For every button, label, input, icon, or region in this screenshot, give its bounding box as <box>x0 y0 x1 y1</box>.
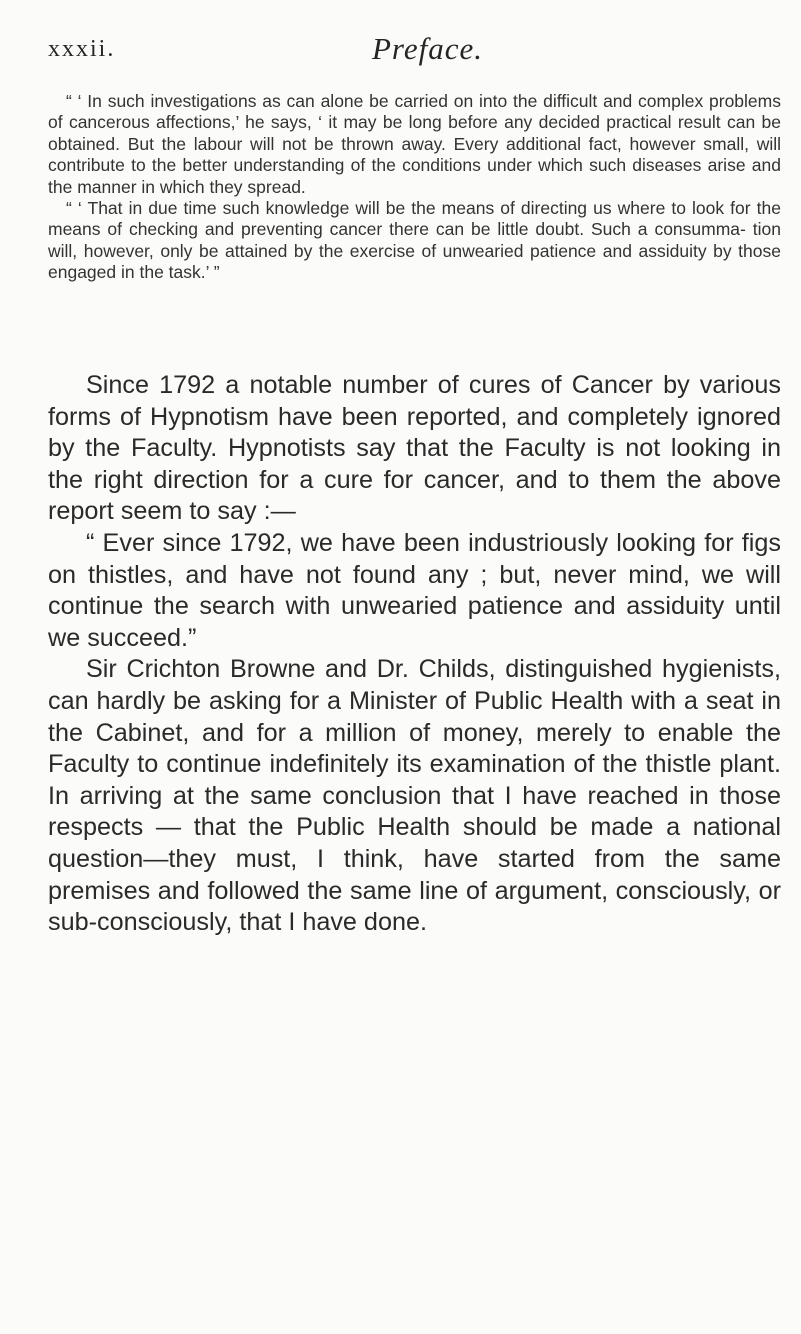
quoted-paragraph: “ ‘ In such investigations as can alone be carried on into the difficult and complex problems of cancerous affections,’ he says, ‘ it may be long before any decided practical result can be obtained. But the labour will not be thrown away. Every additional fact, however small, will contribute to the better understanding of the conditions under which such diseases arise and the manner in which they spread. <box>48 91 781 197</box>
body-paragraph: Sir Crichton Browne and Dr. Childs, distinguished hygienists, can hardly be asking for a Minister of Public Health with a seat in the Cabinet, and for a million of money, merely to enable the Faculty to continue indefinitely its examination of the thistle plant. In arriving at the same conclusion that I have reached in those respects — that the Public Health should be made a national question—they must, I think, have started from the same premises and followed the same line of argument, consciously, or sub-consciously, that I have done. <box>48 655 781 937</box>
body-text <box>48 370 781 939</box>
quoted-extract <box>48 91 781 284</box>
running-title: Preface. <box>372 31 483 66</box>
quoted-paragraph: “ ‘ That in due time such knowledge will be the means of directing us where to look for the means of checking and preventing cancer there can be little doubt. Such a consumma- tion will, however, only be attained by the exercise of unwearied patience and assiduity by those engaged in the task.’ ” <box>48 198 781 283</box>
body-paragraph: Since 1792 a notable number of cures of Cancer by various forms of Hypnotism have been reported, and completely ignored by the Faculty. Hypnotists say that the Faculty is not looking in the right direction for a cure for cancer, and to them the above report seem to say :— <box>48 371 781 526</box>
page-number: xxxii. <box>48 36 116 62</box>
body-paragraph: “ Ever since 1792, we have been industriously looking for figs on thistles, and have not found any ; but, never mind, we will continue the search with unwearied patience and assiduity until we succeed.” <box>48 528 781 652</box>
running-head <box>48 0 781 66</box>
